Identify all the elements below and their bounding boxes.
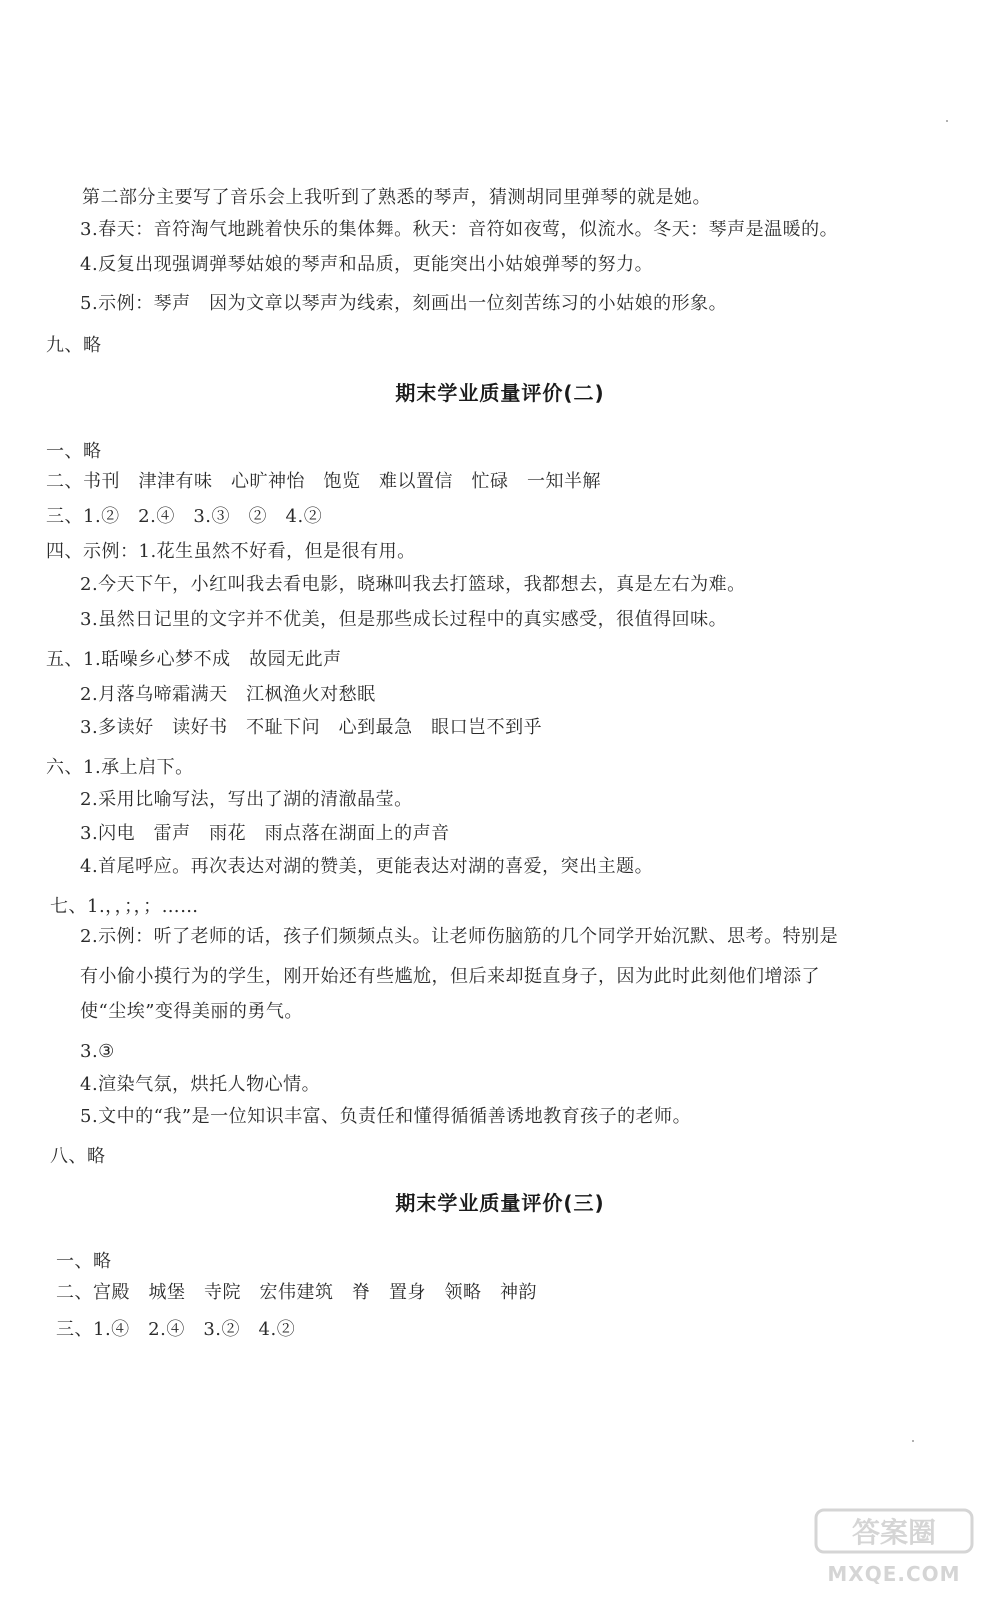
answer-line: 第二部分主要写了音乐会上我听到了熟悉的琴声，猜测胡同里弹琴的就是她。 [82, 187, 711, 208]
watermark [814, 1506, 974, 1586]
answer-line: 3.春天：音符淘气地跳着快乐的集体舞。秋天：音符如夜莺，似流水。冬天：琴声是温暖的。 [80, 219, 839, 240]
scan-speck [912, 1440, 914, 1442]
answer-line: 九、略 [46, 335, 102, 356]
answer-line: 3.虽然日记里的文字并不优美，但是那些成长过程中的真实感受，很值得回味。 [80, 609, 728, 630]
answer-line: 四、示例：1.花生虽然不好看，但是很有用。 [46, 541, 416, 562]
answer-line: 3.闪电 雷声 雨花 雨点落在湖面上的声音 [80, 823, 450, 844]
section-heading: 期末学业质量评价(三) [395, 1191, 605, 1215]
section-heading: 期末学业质量评价(二) [395, 381, 605, 405]
answer-line: 二、宫殿 城堡 寺院 宏伟建筑 脊 置身 领略 神韵 [56, 1282, 537, 1303]
answer-line: 三、1.④ 2.④ 3.② 4.② [56, 1319, 296, 1340]
scan-speck [946, 120, 948, 122]
answer-line: 六、1.承上启下。 [46, 757, 194, 778]
answer-line: 3.多读好 读好书 不耻下问 心到最急 眼口岂不到乎 [80, 717, 543, 738]
answer-line: 4.反复出现强调弹琴姑娘的琴声和品质，更能突出小姑娘弹琴的努力。 [80, 254, 654, 275]
answer-line: 2.示例：听了老师的话，孩子们频频点头。让老师伤脑筋的几个同学开始沉默、思考。特别是 [80, 926, 839, 947]
answer-line: 4.首尾呼应。再次表达对湖的赞美，更能表达对湖的喜爱，突出主题。 [80, 856, 654, 877]
watermark-logo-icon [814, 1506, 974, 1556]
watermark-url: MXQE.COM [827, 1562, 961, 1586]
answer-line: 4.渲染气氛，烘托人物心情。 [80, 1074, 321, 1095]
answer-line: 三、1.② 2.④ 3.③ ② 4.② [46, 506, 323, 527]
answer-line: 5.示例：琴声 因为文章以琴声为线索，刻画出一位刻苦练习的小姑娘的形象。 [80, 293, 728, 314]
answer-line: 五、1.聒噪乡心梦不成 故园无此声 [46, 649, 342, 670]
answer-line: 2.采用比喻写法，写出了湖的清澈晶莹。 [80, 789, 413, 810]
answer-line: 二、书刊 津津有味 心旷神怡 饱览 难以置信 忙碌 一知半解 [46, 471, 601, 492]
answer-line: 使“尘埃”变得美丽的勇气。 [80, 1001, 303, 1022]
answer-line: 3.③ [80, 1041, 115, 1062]
answer-line: 八、略 [50, 1146, 106, 1167]
answer-line: 一、略 [46, 441, 102, 462]
answer-line: 2.月落乌啼霜满天 江枫渔火对愁眠 [80, 684, 376, 705]
answer-line: 有小偷小摸行为的学生，刚开始还有些尴尬，但后来却挺直身子，因为此时此刻他们增添了 [80, 966, 820, 987]
answer-line: 5.文中的“我”是一位知识丰富、负责任和懂得循循善诱地教育孩子的老师。 [80, 1106, 692, 1127]
answer-line: 一、略 [56, 1251, 112, 1272]
answer-line: 2.今天下午，小红叫我去看电影，晓琳叫我去打篮球，我都想去，真是左右为难。 [80, 574, 746, 595]
watermark-logo-text: 答案圈 [851, 1516, 937, 1549]
answer-line: 七、1.，，；，；…… [50, 896, 199, 917]
